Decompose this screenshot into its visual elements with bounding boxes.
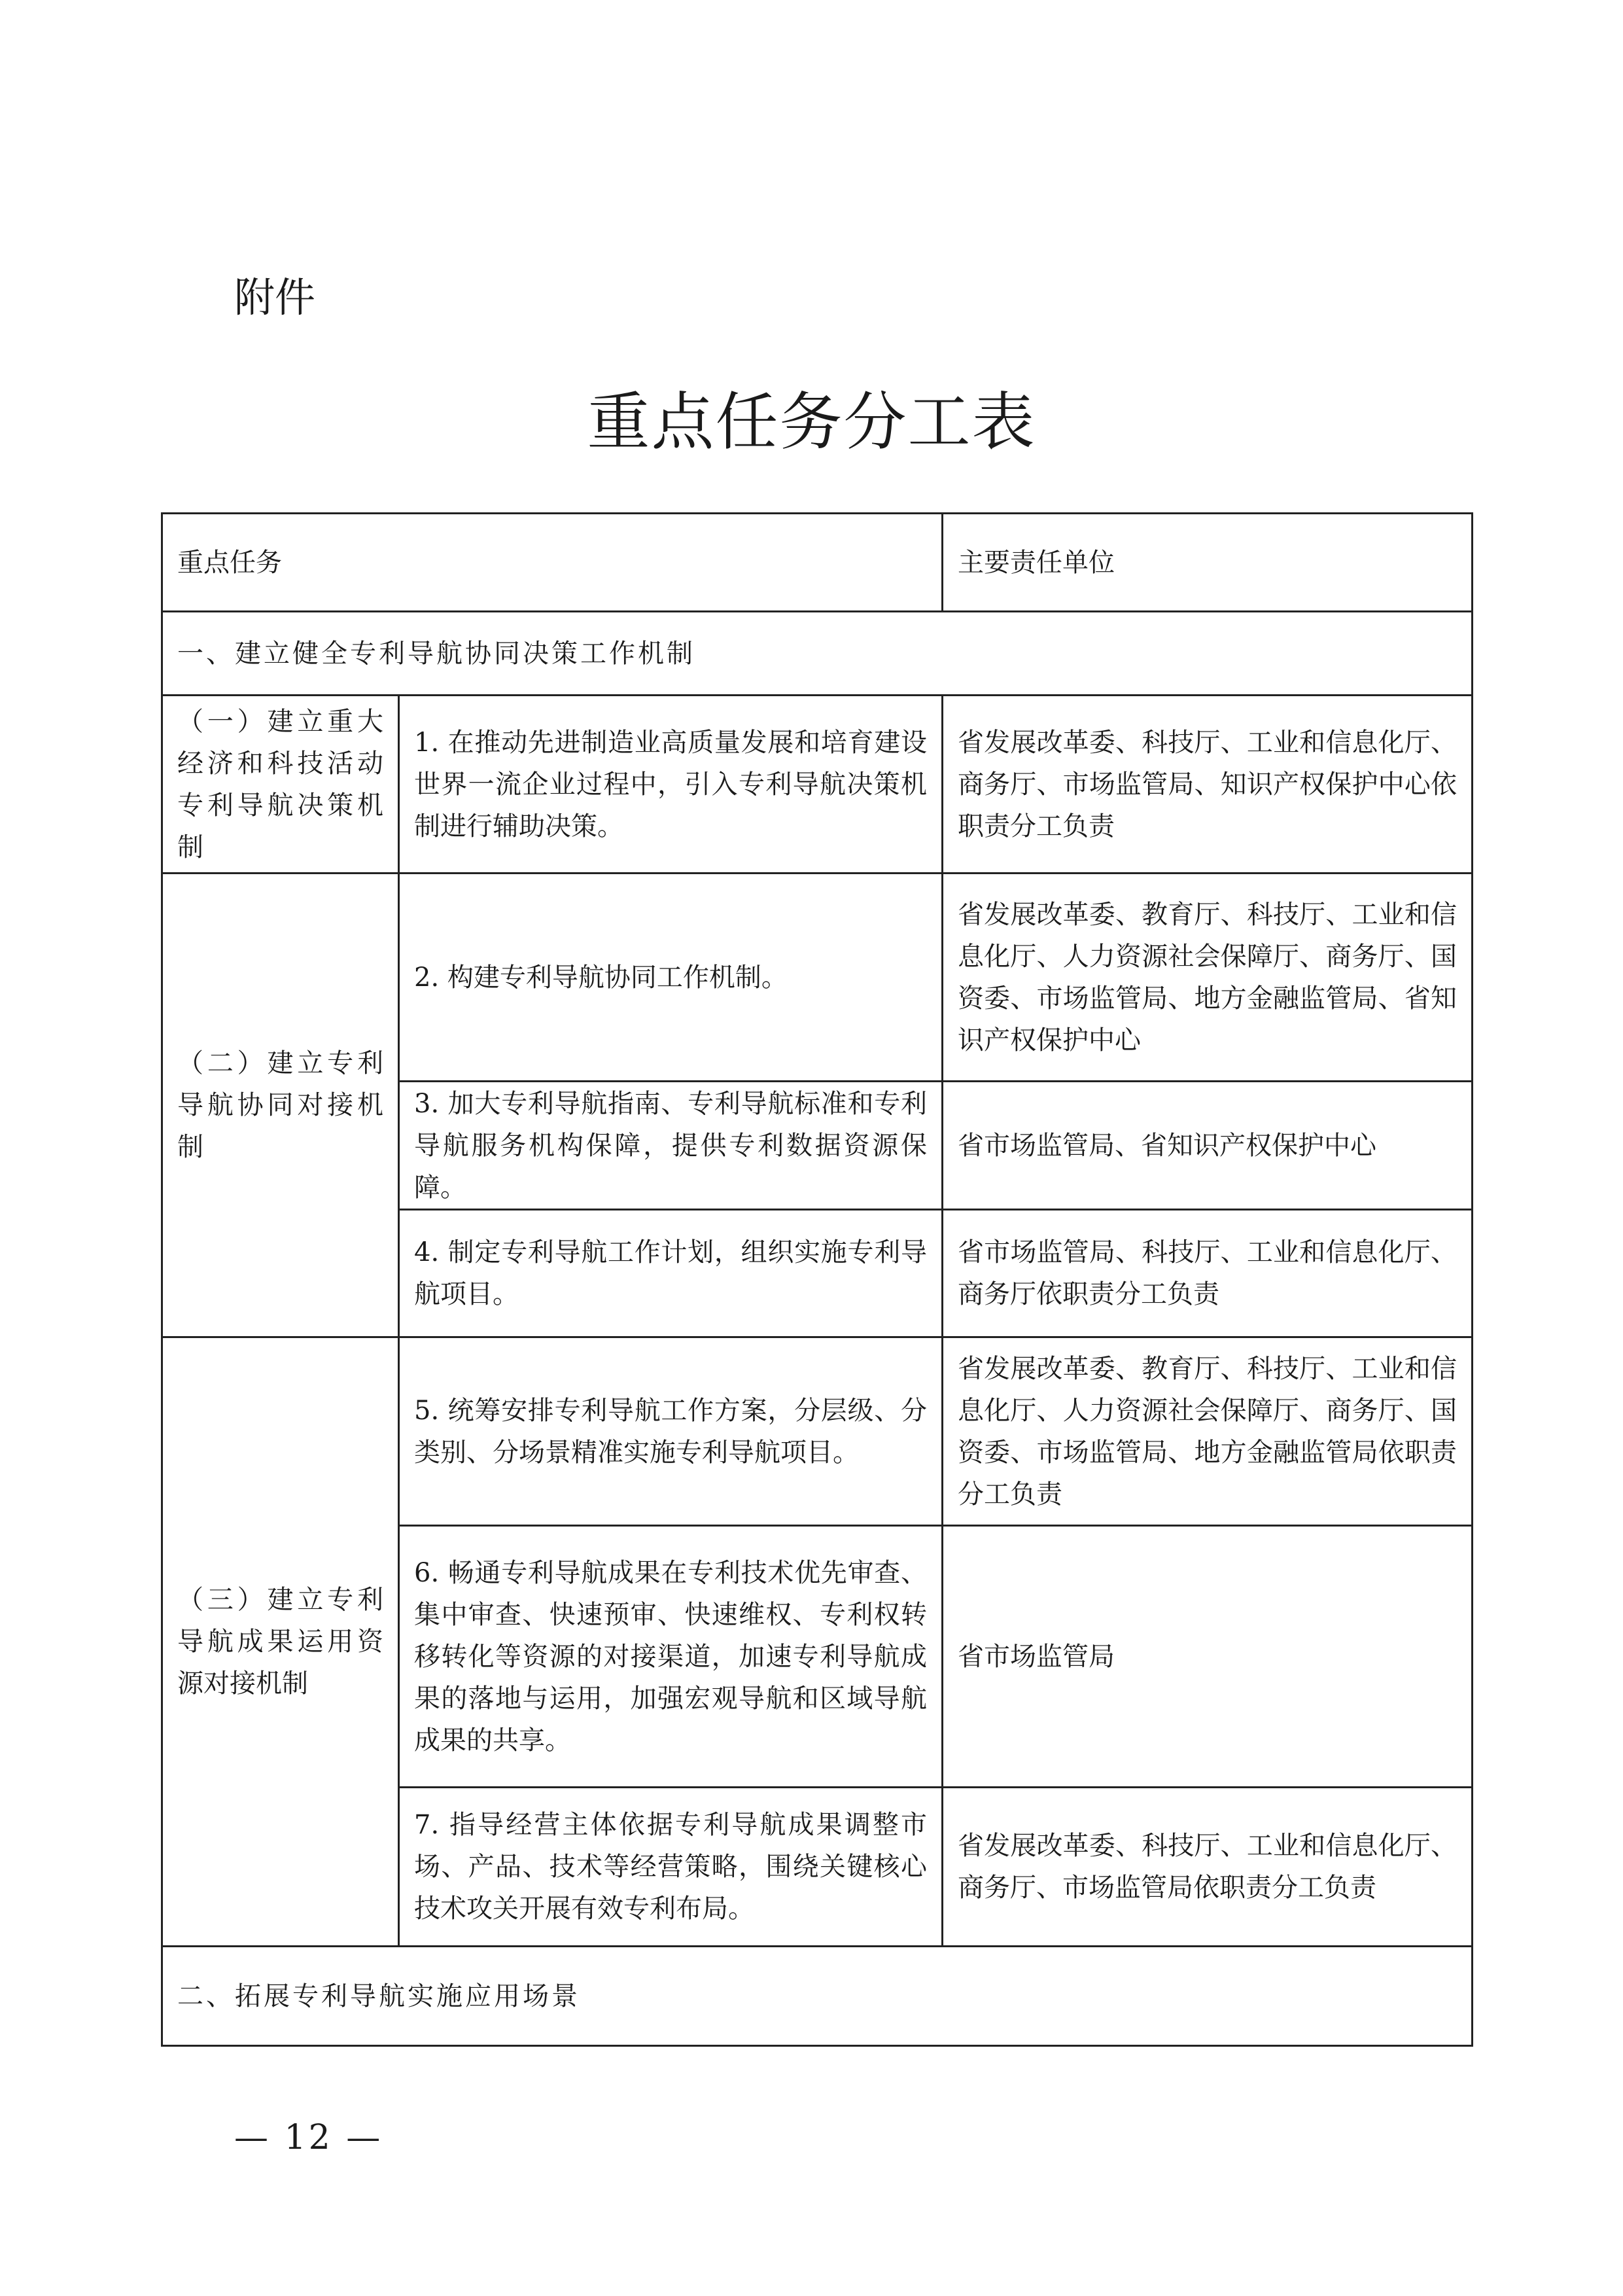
page-title: 重点任务分工表 — [587, 385, 1036, 459]
section-heading-row — [162, 1947, 1473, 2046]
header-responsible-unit: 主要责任单位 — [943, 514, 1473, 612]
task-group-2: （二）建立专利导航协同对接机制 — [162, 874, 399, 1337]
attachment-label: 附件 — [234, 274, 316, 321]
table-row — [162, 696, 1473, 874]
unit-cell: 省市场监管局、科技厅、工业和信息化厅、商务厅依职责分工负责 — [943, 1210, 1473, 1337]
section-heading-row — [162, 612, 1473, 696]
task-cell: 2. 构建专利导航协同工作机制。 — [399, 874, 943, 1082]
section-heading-1: 一、建立健全专利导航协同决策工作机制 — [162, 612, 1473, 696]
unit-cell: 省发展改革委、教育厅、科技厅、工业和信息化厅、人力资源社会保障厅、商务厅、国资委、市场监管局、地方金融监管局、省知识产权保护中心 — [943, 874, 1473, 1082]
unit-cell: 省发展改革委、科技厅、工业和信息化厅、商务厅、市场监管局依职责分工负责 — [943, 1788, 1473, 1947]
task-cell: 5. 统筹安排专利导航工作方案，分层级、分类别、分场景精准实施专利导航项目。 — [399, 1337, 943, 1526]
table-header-row — [162, 514, 1473, 612]
task-group-1: （一）建立重大经济和科技活动专利导航决策机制 — [162, 696, 399, 874]
header-key-task: 重点任务 — [162, 514, 943, 612]
task-cell: 4. 制定专利导航工作计划，组织实施专利导航项目。 — [399, 1210, 943, 1337]
unit-cell: 省发展改革委、教育厅、科技厅、工业和信息化厅、人力资源社会保障厅、商务厅、国资委、市场监管局、地方金融监管局依职责分工负责 — [943, 1337, 1473, 1526]
task-division-table — [161, 512, 1473, 2047]
task-cell: 3. 加大专利导航指南、专利导航标准和专利导航服务机构保障，提供专利数据资源保障。 — [399, 1082, 943, 1210]
unit-cell: 省市场监管局 — [943, 1526, 1473, 1788]
task-cell: 7. 指导经营主体依据专利导航成果调整市场、产品、技术等经营策略，围绕关键核心技术攻关开展有效专利布局。 — [399, 1788, 943, 1947]
page-number: — 12 — — [234, 2118, 383, 2157]
table-row — [162, 874, 1473, 1082]
task-group-3: （三）建立专利导航成果运用资源对接机制 — [162, 1337, 399, 1947]
unit-cell: 省发展改革委、科技厅、工业和信息化厅、商务厅、市场监管局、知识产权保护中心依职责分工负责 — [943, 696, 1473, 874]
table-row — [162, 1337, 1473, 1526]
task-cell: 6. 畅通专利导航成果在专利技术优先审查、集中审查、快速预审、快速维权、专利权转移转化等资源的对接渠道，加速专利导航成果的落地与运用，加强宏观导航和区域导航成果的共享。 — [399, 1526, 943, 1788]
section-heading-2: 二、拓展专利导航实施应用场景 — [162, 1947, 1473, 2046]
task-cell: 1. 在推动先进制造业高质量发展和培育建设世界一流企业过程中，引入专利导航决策机制进行辅助决策。 — [399, 696, 943, 874]
unit-cell: 省市场监管局、省知识产权保护中心 — [943, 1082, 1473, 1210]
